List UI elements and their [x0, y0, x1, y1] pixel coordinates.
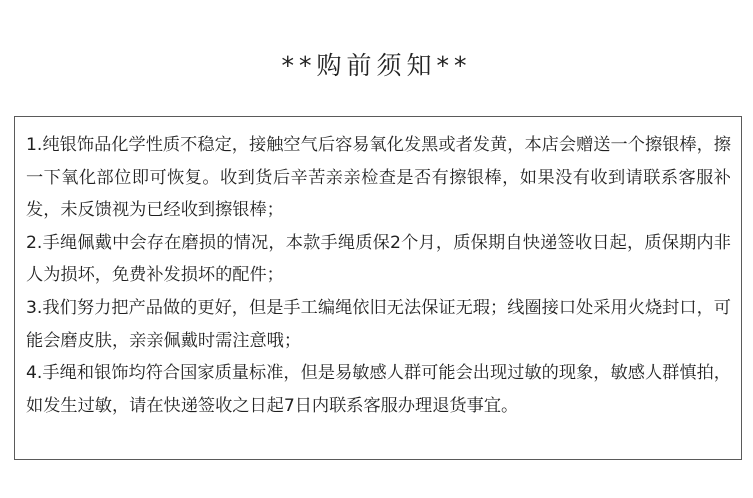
notice-list: [26, 129, 731, 422]
notice-item-3: 3.我们努力把产品做的更好，但是手工编绳依旧无法保证无瑕；线圈接口处采用火烧封口，可能会磨皮肤，亲亲佩戴时需注意哦；: [26, 297, 731, 351]
notice-box: [14, 116, 742, 460]
notice-item-1: 1.纯银饰品化学性质不稳定，接触空气后容易氧化发黑或者发黄，本店会赠送一个擦银棒，擦一下氧化部位即可恢复。收到货后辛苦亲亲检查是否有擦银棒，如果没有收到请联系客服补发，未反馈视为已经收到擦银棒；: [26, 135, 731, 221]
notice-item-2: 2.手绳佩戴中会存在磨损的情况，本款手绳质保2个月，质保期自快递签收日起，质保期内非人为损坏，免费补发损坏的配件；: [26, 232, 731, 286]
page-title: **购前须知**: [281, 51, 472, 80]
notice-item-4: 4.手绳和银饰均符合国家质量标准，但是易敏感人群可能会出现过敏的现象，敏感人群慎拍，如发生过敏，请在快递签收之日起7日内联系客服办理退货事宜。: [26, 363, 731, 416]
